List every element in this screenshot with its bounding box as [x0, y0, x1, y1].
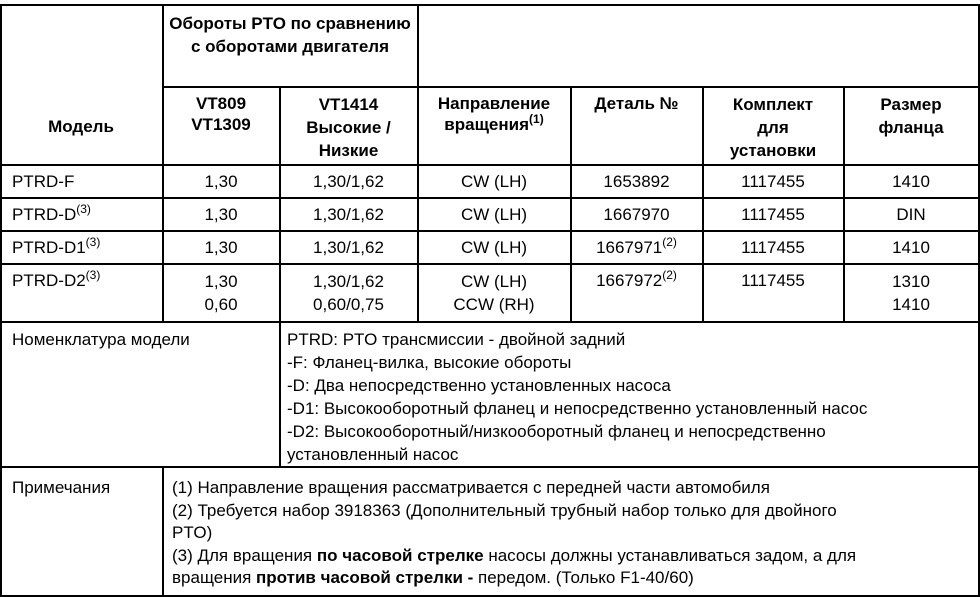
table-border-left [0, 4, 2, 596]
nomenclature-line: PTRD: PTO трансмиссии - двойной задний [287, 330, 626, 349]
table-row-ratio2: 1,30/1,62 [313, 238, 384, 257]
header-direction-line1: Направление [437, 94, 551, 113]
header-model: Модель [48, 117, 114, 136]
table-row-model: PTRD-$D^{(3)}$ [12, 202, 91, 224]
table-row-flange: 1410 [892, 172, 930, 191]
header-ratio2-line1: VT1414 [318, 95, 379, 114]
row-divider [0, 230, 980, 232]
table-row-ratio1: 1,30 [204, 238, 238, 257]
table-row-ratio2: 1,30/1,62 [313, 172, 384, 191]
table-row-ratio2: 1,30/1,62 [313, 205, 384, 224]
row-divider [0, 321, 980, 323]
table-border-right [978, 4, 980, 596]
header-direction-line2: вращения [444, 115, 530, 134]
header-direction [418, 93, 570, 135]
note-3-line1: (3) Для вращения по часовой стрелке насосы должны устанавливаться задом, а для [172, 545, 857, 565]
note-2-line2: PTO) [172, 523, 213, 542]
notes-label: Примечания [12, 478, 111, 497]
note-2-line1: (2) Требуется набор 3918363 (Дополнительный трубный набор только для двойного [172, 500, 837, 520]
table-row-kit: 1117455 [741, 271, 805, 290]
header-ratio2-line3: Низкие [318, 141, 379, 160]
header-kit-line1: Комплект [732, 95, 814, 114]
note-1: (1) Направление вращения рассматривается с передней части автомобиля [172, 478, 770, 497]
header-kit-line3: установки [729, 141, 817, 160]
nomenclature-line: установленный насос [287, 445, 459, 464]
header-ratio2-line2: Высокие / [306, 118, 391, 137]
header-flange [844, 93, 978, 139]
header-bottom-line [0, 164, 980, 166]
nomenclature-line: -F: Фланец-вилка, высокие обороты [287, 353, 572, 372]
table-row-ratio2: 1,30/1,62 0,60/0,75 [313, 272, 384, 314]
nomenclature-line: -D: Два непосредственно установленных насоса [287, 376, 671, 395]
table-row-ratio1: 1,30 0,60 [204, 272, 238, 314]
table-row-ratio1: 1,30 [204, 205, 238, 224]
note-3-line2: вращения против часовой стрелки - передом. (Только F1-40/60) [172, 568, 694, 587]
header-kit-line2: для [757, 118, 789, 137]
header-kit [703, 93, 843, 162]
header-group-label: Обороты PTO по сравнению с оборотами двигателя [169, 14, 411, 56]
row-divider [0, 197, 980, 199]
notes-divider [162, 466, 164, 596]
table-row-model: PTRD-D1$^{(3)}$ [12, 235, 101, 257]
section-divider [0, 466, 980, 468]
table-row-part: 1667971$^{(2)}$ [596, 235, 677, 257]
nomenclature-line: -D1: Высокооборотный фланец и непосредственно установленный насос [287, 399, 868, 418]
table-row-kit: 1117455 [741, 172, 805, 191]
table-row-model: PTRD-D2$^{(3)}$ [12, 268, 101, 290]
table-row-kit: 1117455 [741, 238, 805, 257]
header-ratio-vt1414 [280, 93, 417, 162]
table-row-part: 1667972$^{(2)}$ [596, 268, 677, 290]
nomenclature-text [287, 328, 977, 466]
header-ratio1-line1: VT809 [195, 94, 247, 113]
header-ratio1-line2: VT1309 [191, 115, 251, 134]
header-part: Деталь № [594, 94, 679, 113]
table-row-model: PTRD-F [12, 172, 75, 191]
nomenclature-line: -D2: Высокооборотный/низкооборотный фланец и непосредственно [287, 422, 826, 441]
nomenclature-label: Номенклатура модели [12, 330, 190, 349]
table-row-direction: CW (LH) CCW (RH) [453, 272, 535, 314]
table-row-direction: CW (LH) [460, 238, 528, 257]
row-divider [0, 263, 980, 265]
nomenclature-divider [279, 321, 281, 467]
header-flange-line1: Размер [880, 95, 942, 114]
table-border-top [0, 4, 980, 6]
table-row-part: 1667970 [603, 205, 670, 224]
table-row-kit: 1117455 [741, 205, 805, 224]
table-row-flange: 1410 [892, 238, 930, 257]
table-row-flange: 1310 1410 [892, 272, 930, 314]
table-row-direction: CW (LH) [460, 172, 528, 191]
table-row-ratio1: 1,30 [204, 172, 238, 191]
table-row-part: 1653892 [603, 172, 670, 191]
notes-text [172, 477, 977, 590]
table-row-flange: DIN [896, 205, 926, 224]
header-flange-line2: фланца [878, 118, 944, 137]
header-ratio-vt809 [163, 93, 279, 135]
table-row-direction: CW (LH) [460, 205, 528, 224]
header-direction-note: (1) [529, 112, 544, 126]
table-border-bottom [0, 595, 980, 597]
